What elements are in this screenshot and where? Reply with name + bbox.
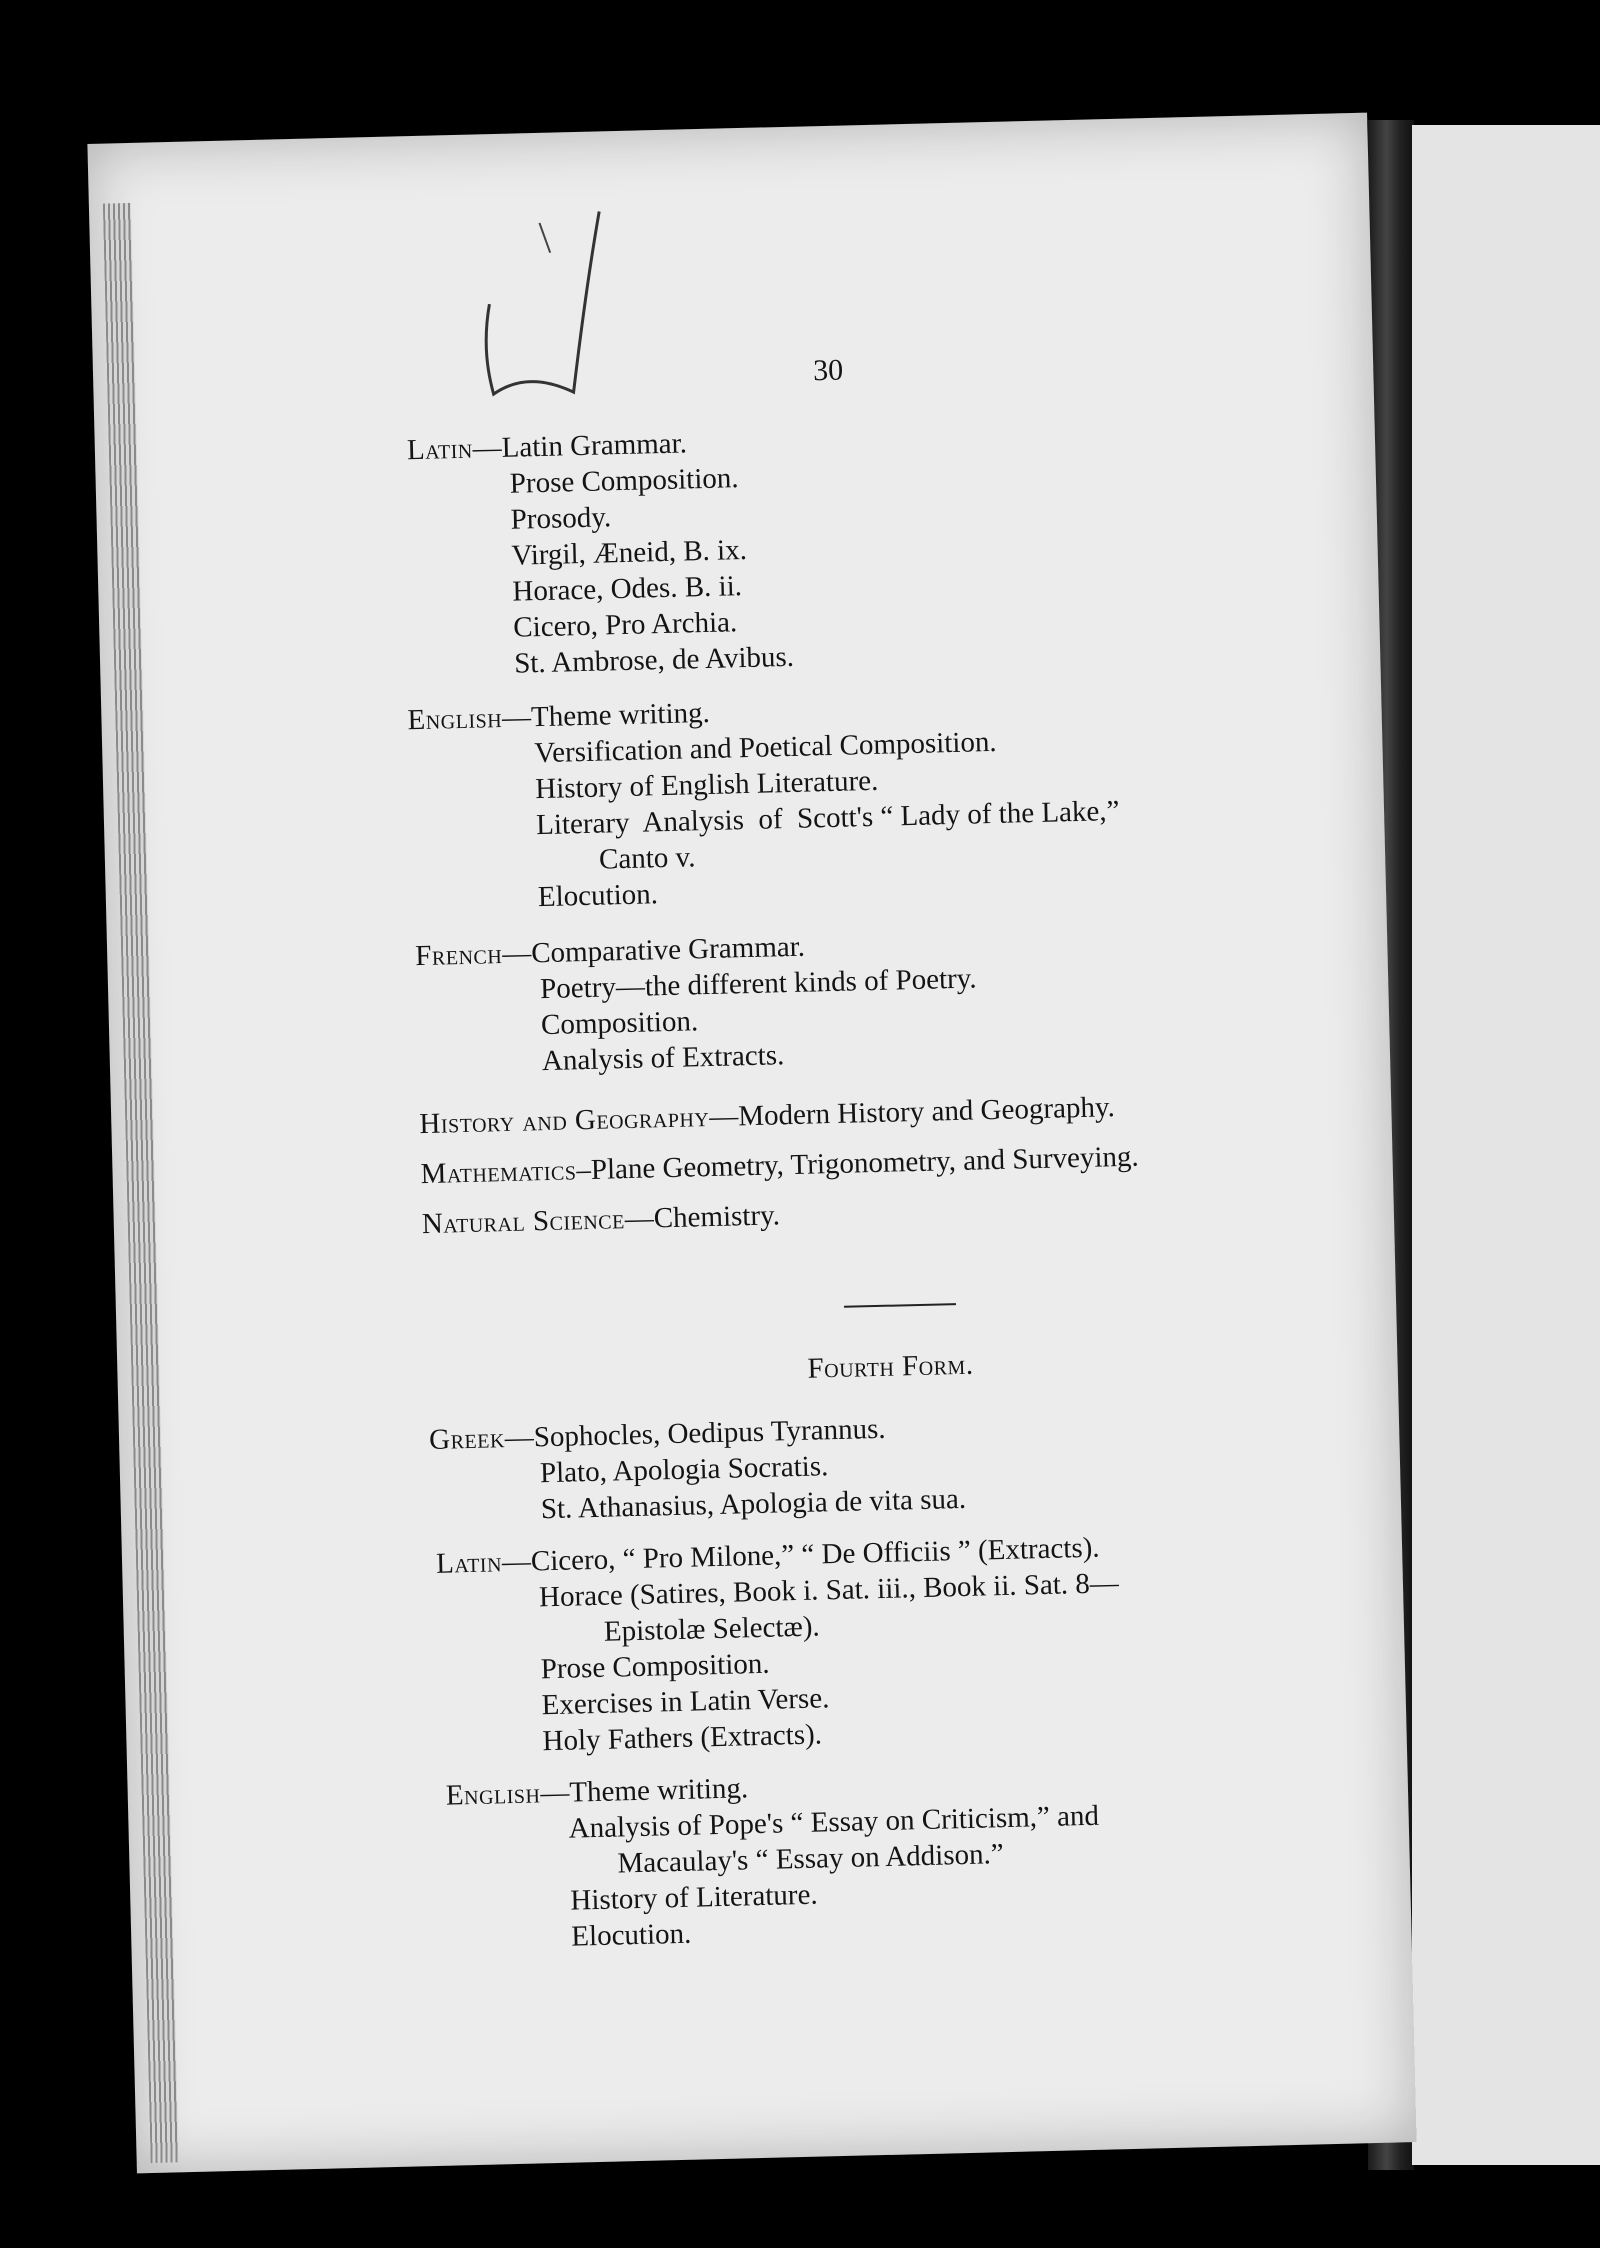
page-number: 30 <box>812 353 844 388</box>
science-entry: Natural Science—Chemistry. <box>421 1199 781 1241</box>
greek-entry: Greek—Sophocles, Oedipus Tyrannus. <box>428 1412 886 1456</box>
list-item: Elocution. <box>570 1917 692 1953</box>
subject-label: History and Geography <box>419 1101 710 1141</box>
list-item: Canto v. <box>598 841 696 876</box>
list-item: Theme writing. <box>568 1772 749 1809</box>
latin-entry: Latin—Latin Grammar. <box>406 427 688 467</box>
english-entry: English—Theme writing. <box>445 1772 749 1812</box>
page-content <box>87 113 1416 2174</box>
list-item: Analysis of Pope's “ Essay on Criticism,” and <box>568 1799 1100 1845</box>
subject-label: French <box>414 938 503 973</box>
list-item: Cicero, “ Pro Milone,” “ De Officiis ” (Extracts). <box>530 1531 1100 1578</box>
list-item: Horace, Odes. B. ii. <box>512 570 743 608</box>
list-item: Prose Composition. <box>540 1647 770 1686</box>
subject-label: Greek <box>428 1422 506 1456</box>
section-divider <box>844 1303 956 1308</box>
list-item: Poetry—the different kinds of Poetry. <box>539 962 977 1006</box>
fourth-form-heading: Fourth Form. <box>807 1348 974 1385</box>
list-item: St. Athanasius, Apologia de vita sua. <box>540 1482 967 1526</box>
list-item: Cicero, Pro Archia. <box>512 606 738 644</box>
list-item: Elocution. <box>537 878 659 914</box>
list-item: Sophocles, Oedipus Tyrannus. <box>533 1412 886 1454</box>
list-item: Latin Grammar. <box>501 427 688 464</box>
subject-label: Latin <box>435 1546 503 1580</box>
list-item: Holy Fathers (Extracts). <box>542 1718 823 1758</box>
subject-text: Modern History and Geography. <box>737 1091 1116 1133</box>
list-item: Prosody. <box>510 501 612 536</box>
list-item: Theme writing. <box>530 696 711 734</box>
list-item: Virgil, Æneid, B. ix. <box>511 533 748 572</box>
subject-label: Latin <box>406 432 474 467</box>
history-entry: History and Geography—Modern History and Geography. <box>419 1091 1116 1141</box>
list-item: Exercises in Latin Verse. <box>541 1682 830 1722</box>
facing-page <box>1412 125 1600 2165</box>
list-item: Prose Composition. <box>509 462 739 500</box>
list-item: Analysis of Extracts. <box>541 1039 785 1078</box>
list-item: Epistolæ Selectæ). <box>603 1610 821 1648</box>
list-item: History of English Literature. <box>534 764 879 806</box>
mathematics-entry: Mathematics–Plane Geometry, Trigonometry, and Surveying. <box>420 1140 1140 1191</box>
list-item: Macaulay's “ Essay on Addison.” <box>617 1838 1005 1880</box>
list-item: Plato, Apologia Socratis. <box>539 1450 829 1490</box>
list-item: Comparative Grammar. <box>530 930 806 970</box>
subject-label: English <box>445 1777 541 1812</box>
subject-label: English <box>407 701 503 737</box>
list-item: Versification and Poetical Composition. <box>534 725 997 770</box>
list-item: Literary Analysis of Scott's “ Lady of the Lake,” <box>535 794 1120 842</box>
list-item: Composition. <box>540 1005 699 1042</box>
list-item: St. Ambrose, de Avibus. <box>513 640 795 680</box>
list-item: History of Literature. <box>570 1878 819 1917</box>
subject-text: Plane Geometry, Trigonometry, and Surveying. <box>590 1140 1140 1186</box>
subject-text: Chemistry. <box>653 1199 781 1235</box>
subject-label: Natural Science <box>421 1203 626 1241</box>
english-entry: English—Theme writing. <box>407 696 711 737</box>
book-page <box>87 113 1416 2174</box>
latin-entry: Latin—Cicero, “ Pro Milone,” “ De Officiis ” (Extracts). <box>435 1531 1100 1580</box>
list-item: Horace (Satires, Book i. Sat. iii., Book ii. Sat. 8— <box>538 1567 1120 1614</box>
subject-label: Mathematics <box>420 1154 577 1191</box>
french-entry: French—Comparative Grammar. <box>414 930 806 973</box>
